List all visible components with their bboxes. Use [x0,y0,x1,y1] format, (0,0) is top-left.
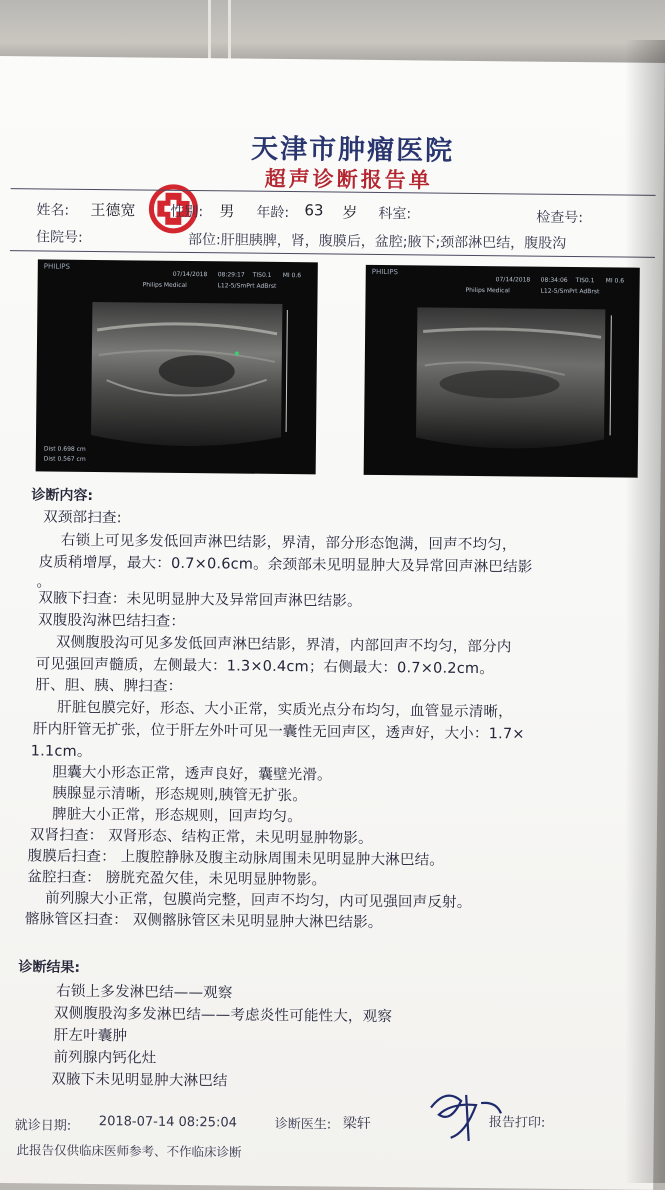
report-paper [0,56,665,1190]
scan-date: 07/14/2018 [172,270,208,279]
scan-date: 07/14/2018 [495,276,531,284]
finding-line: 右锁上可见多发低回声淋巴结影，界清，部分形态饱满，回声不均匀， [60,532,517,554]
ultrasound-scan-graphic [364,265,640,478]
finding-line: 盆腔扫查： 膀胱充盈欠佳，未见明显肿物影。 [27,869,327,889]
background-cable [228,0,231,60]
finding-line: 双腋下扫查：未见明显肿大及异常回声淋巴结影。 [38,590,362,610]
finding-line: 。 [36,574,52,591]
finding-line: 前列腺大小正常，包膜尚完整，回声不均匀，内可见强回声反射。 [45,890,472,911]
ultrasound-scan-graphic [36,259,318,474]
finding-line: 髂脉管区扫查： 双侧髂脉管区未见明显肿大淋巴结影。 [24,911,383,932]
brand-label: PHILIPS [43,262,71,271]
inpatient-label: 住院号: [36,229,83,246]
doctor-label: 诊断医生: [274,1116,332,1133]
report-title: 超声诊断报告单 [264,166,433,193]
name-label: 姓名: [36,202,70,219]
finding-line: 胰腺显示清晰，形态规则,胰管无扩张。 [52,785,308,805]
age-label: 年龄: [256,204,290,222]
background-cable [208,0,211,60]
finding-line: 脾脏大小正常，形态规则，回声均匀。 [51,806,303,826]
scan-time: 08:34:06 [540,276,568,284]
conclusion-item: 双腋下未见明显肿大淋巴结 [51,1071,228,1090]
scan-param: TIS0.1 [252,271,272,279]
finding-line: 双肾扫查： 双肾形态、结构正常，未见明显肿物影。 [29,827,373,847]
disclaimer: 此报告仅供临床医师参考、不作临床诊断 [16,1142,242,1160]
finding-line: 双侧腹股沟可见多发低回声淋巴结影，界清，内部回声不均匀，部分内 [55,634,512,656]
scan-time: 08:29:17 [217,271,245,279]
scan-caption: Philips Medical [142,281,187,289]
visit-date-label: 就诊日期: [14,1118,72,1134]
page-edge-shadow [625,40,665,1183]
sex-label: 性别: [170,203,204,221]
scan-probe: L12-5/SmPrt AdBrst [540,287,600,296]
finding-line: 可见强回声髓质，左侧最大：1.3×0.4cm；右侧最大：0.7×0.2cm。 [35,656,495,678]
doctor-name: 梁轩 [342,1115,371,1132]
finding-line: 1.1cm。 [30,743,92,760]
dept-label: 科室: [378,205,412,223]
age-unit: 岁 [342,203,358,222]
finding-line: 皮质稍增厚，最大：0.7×0.6cm。余颈部未见明显肿大及异常回声淋巴结影 [38,554,533,576]
scan-param: MI 0.6 [605,277,625,285]
exam-no-label: 检查号: [536,209,584,227]
conclusion-item: 右锁上多发淋巴结——观察 [56,983,233,1002]
patient-name: 王德宽 [90,200,136,220]
patient-sex: 男 [219,202,235,221]
visit-date: 2018-07-14 08:25:04 [98,1114,237,1131]
finding-line: 肝、胆、胰、脾扫查： [35,677,183,695]
exam-site: 部位:肝胆胰脾，肾，腹膜后，盆腔;腋下;颈部淋巴结，腹股沟 [187,231,567,252]
finding-line: 双腹股沟淋巴结扫查： [38,612,186,630]
finding-line: 肝内肝管无扩张，位于肝左外叶可见一囊性无回声区，透声好，大小：1.7× [32,721,525,743]
patient-age: 63 [304,201,324,220]
conclusion-item: 前列腺内钙化灶 [53,1049,157,1067]
scan-caption: Philips Medical [465,286,510,295]
print-label: 报告打印: [488,1115,546,1131]
ultrasound-image-right [364,265,640,478]
finding-line: 双颈部扫查: [43,509,122,527]
finding-line: 胆囊大小形态正常，透声良好，囊壁光滑。 [52,764,332,784]
finding-line: 腹膜后扫查： 上腹腔静脉及腹主动脉周围未见明显肿大淋巴结。 [27,848,445,869]
measurement: Dist 0.567 cm [43,455,86,463]
hospital-name: 天津市肿瘤医院 [250,133,455,167]
scan-param: MI 0.6 [282,271,302,280]
conclusion-item: 双侧腹股沟多发淋巴结——考虑炎性可能性大，观察 [53,1005,393,1026]
conclusion-item: 肝左叶囊肿 [53,1027,128,1045]
conclusion-heading: 诊断结果: [18,959,81,976]
measurement: Dist 0.698 cm [43,445,86,453]
scan-probe: L12-5/SmPrt AdBrst [217,282,277,290]
findings-heading: 诊断内容: [31,487,94,504]
ultrasound-image-left [36,259,318,474]
scan-param: TIS0.1 [575,277,595,285]
finding-line: 肝脏包膜完好，形态、大小正常，实质光点分布均匀，血管显示清晰， [57,699,513,721]
brand-label: PHILIPS [371,267,398,277]
